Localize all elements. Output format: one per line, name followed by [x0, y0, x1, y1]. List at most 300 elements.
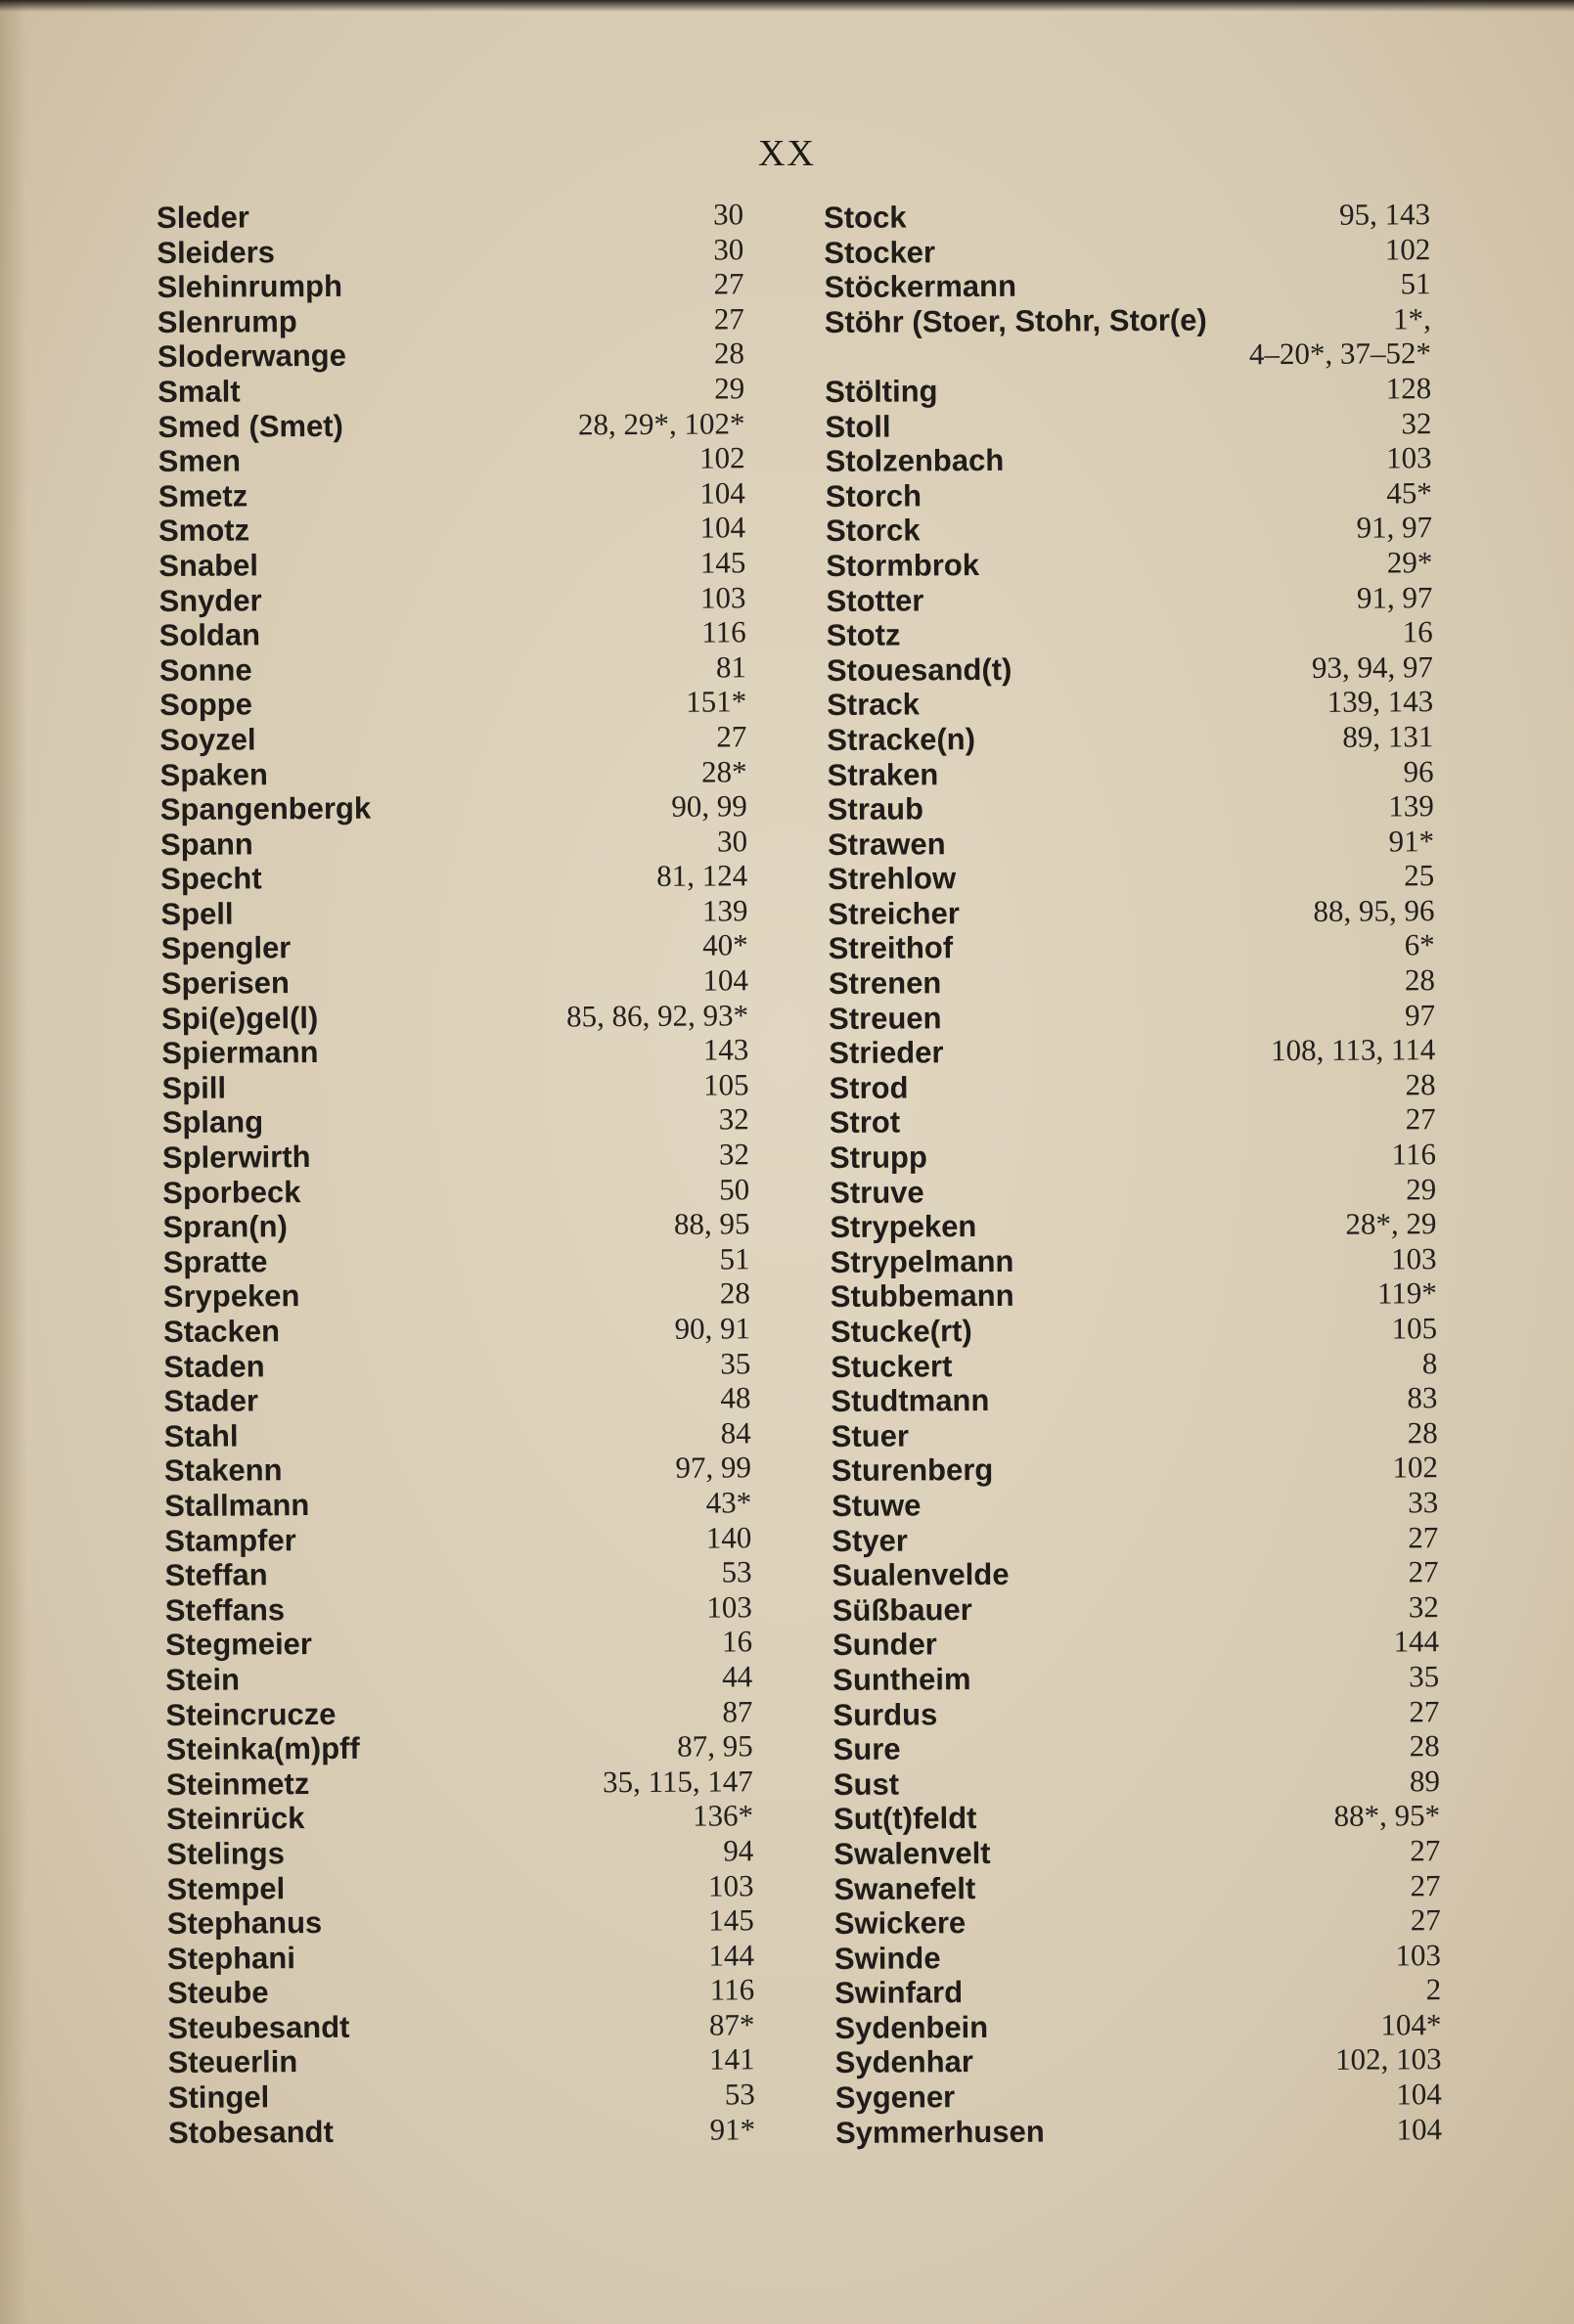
page-references: 144 — [1393, 1624, 1440, 1659]
surname: Storch — [825, 478, 922, 514]
index-entry — [827, 649, 1433, 688]
surname: Stöckermann — [824, 268, 1017, 305]
surname: Stein — [165, 1662, 241, 1697]
page-references: 102 — [699, 440, 745, 475]
index-entry — [159, 719, 746, 757]
page-references: 88, 95 — [673, 1206, 750, 1242]
page-references: 29 — [1406, 1171, 1437, 1207]
page-references: 16 — [1402, 614, 1433, 649]
surname: Spann — [159, 827, 253, 862]
page-references: 32 — [1408, 1588, 1439, 1625]
surname: Strupp — [829, 1140, 927, 1176]
index-entry — [834, 1938, 1441, 1976]
index-entry — [164, 1554, 751, 1592]
index-entry — [831, 1276, 1437, 1315]
index-entry — [830, 1172, 1436, 1210]
index-entry — [165, 1625, 752, 1663]
page-references: 103 — [706, 1589, 752, 1625]
index-column-left — [157, 197, 755, 2150]
index-entry — [832, 1589, 1439, 1628]
surname: Spell — [160, 896, 234, 931]
index-entry — [167, 1973, 754, 2011]
page-references: 90, 91 — [674, 1311, 751, 1346]
surname: Streicher — [828, 896, 960, 931]
index-entry — [832, 1625, 1439, 1663]
index-entry — [833, 1728, 1440, 1766]
surname: Specht — [160, 861, 262, 897]
page-references: 27 — [1405, 1101, 1436, 1137]
index-entry — [824, 266, 1430, 304]
page-references: 104* — [1380, 2007, 1442, 2042]
page-shadow-edge — [0, 0, 1574, 12]
page-references: 119* — [1376, 1275, 1437, 1311]
page-references: 2 — [1425, 1972, 1442, 2007]
surname: Snyder — [158, 582, 262, 618]
page-references: 84 — [720, 1415, 751, 1451]
index-entry — [164, 1415, 751, 1453]
page-references: 45* — [1386, 474, 1432, 511]
surname: Süßbauer — [832, 1591, 972, 1628]
page-references: 35 — [1409, 1659, 1440, 1694]
index-entry — [159, 754, 746, 792]
page-references: 91* — [1388, 823, 1435, 859]
surname: Sturenberg — [831, 1452, 994, 1489]
page-references: 151* — [686, 684, 747, 720]
surname: Stuwe — [832, 1488, 922, 1523]
index-entry — [167, 1938, 754, 1976]
page-references: 102 — [1392, 1450, 1439, 1485]
surname: Stakenn — [163, 1452, 283, 1489]
surname: Spratte — [162, 1244, 268, 1279]
index-entry — [163, 1380, 750, 1418]
page-references: 27 — [1410, 1867, 1441, 1902]
page-references: 27 — [716, 719, 747, 754]
page-header: XX — [758, 133, 816, 174]
index-entry — [827, 719, 1433, 757]
surname: Stallmann — [164, 1488, 310, 1523]
page-references: 16 — [721, 1624, 753, 1659]
index-entry — [166, 1728, 753, 1766]
page-references: 103 — [1391, 1241, 1437, 1276]
surname: Stader — [163, 1383, 259, 1419]
index-entry — [162, 1102, 749, 1140]
surname: Straken — [827, 756, 939, 792]
surname: Stempel — [166, 1870, 286, 1906]
surname: Srypeken — [162, 1278, 300, 1315]
surname: Smetz — [157, 478, 248, 514]
surname: Sydenbein — [834, 2009, 989, 2045]
index-entry — [157, 232, 743, 270]
surname: Steinmetz — [165, 1765, 310, 1802]
page-references: 51 — [719, 1241, 750, 1276]
surname: Struve — [830, 1175, 924, 1210]
index-entry — [166, 1868, 753, 1906]
page-references: 30 — [712, 197, 744, 232]
surname: Spill — [161, 1070, 227, 1105]
page-references: 104 — [702, 962, 748, 998]
index-entry — [829, 928, 1435, 966]
surname: Steincrucze — [165, 1696, 337, 1732]
surname: Stegmeier — [164, 1627, 313, 1663]
surname: Swalenvelt — [833, 1835, 991, 1871]
page-references: 116 — [701, 614, 746, 649]
surname: Swickere — [833, 1905, 967, 1942]
page-references: 27 — [1409, 1693, 1440, 1728]
surname: Symmerhusen — [834, 2114, 1045, 2150]
index-entry — [157, 301, 744, 339]
surname: Smen — [157, 443, 242, 479]
surname: Sualenvelde — [832, 1557, 1010, 1593]
surname: Smalt — [157, 374, 241, 409]
page-references: 105 — [1391, 1311, 1438, 1346]
page-references: 139, 143 — [1327, 684, 1434, 720]
surname: Soldan — [158, 617, 261, 653]
surname: Soppe — [159, 687, 252, 723]
page-references: 29* — [1386, 545, 1433, 580]
surname: Stobesandt — [167, 2114, 334, 2150]
page-references: 28 — [1405, 1067, 1436, 1102]
surname: Swanefelt — [833, 1870, 976, 1906]
index-entry — [832, 1554, 1438, 1592]
index-entry — [830, 1102, 1436, 1140]
index-entry — [164, 1451, 751, 1489]
surname: Stampfer — [164, 1522, 296, 1558]
index-entry — [831, 1311, 1437, 1349]
index-entry — [166, 1833, 753, 1871]
surname: Sloderwange — [157, 338, 347, 375]
page-references: 102, 103 — [1335, 2041, 1442, 2078]
index-entry — [160, 788, 747, 827]
surname: Studtmann — [831, 1383, 990, 1419]
surname: Spran(n) — [162, 1209, 288, 1245]
surname: Strehlow — [828, 861, 957, 897]
index-entry — [832, 1415, 1438, 1453]
surname: Steubesandt — [167, 2009, 350, 2045]
index-entry — [160, 893, 747, 931]
index-entry — [828, 824, 1434, 862]
page-references: 32 — [718, 1101, 749, 1137]
index-entry — [833, 1798, 1440, 1836]
surname: Stuer — [831, 1418, 910, 1453]
page-references: 51 — [1400, 266, 1431, 301]
page-references: 90, 99 — [671, 788, 747, 824]
page-references: 27 — [1410, 1902, 1441, 1938]
surname: Sure — [832, 1731, 901, 1767]
page-references: 8 — [1421, 1345, 1438, 1380]
surname: Strawen — [827, 826, 946, 862]
surname: Sporbeck — [162, 1174, 301, 1210]
page-references: 48 — [720, 1380, 751, 1415]
page-references: 97 — [1404, 997, 1436, 1033]
index-entry — [834, 2007, 1441, 2045]
index-entry — [828, 788, 1434, 827]
surname: Strenen — [828, 965, 942, 1002]
index-entry — [159, 649, 746, 688]
surname: Stacken — [162, 1314, 281, 1349]
surname: Stucke(rt) — [830, 1314, 972, 1349]
index-entry — [161, 1033, 748, 1071]
index-entry — [163, 1241, 750, 1279]
page-references: 27 — [713, 266, 744, 301]
index-entry — [161, 998, 748, 1036]
page-references: 103 — [1395, 1937, 1442, 1973]
page-references: 145 — [708, 1902, 754, 1938]
index-entry — [168, 2112, 755, 2150]
page-references: 25 — [1404, 858, 1435, 893]
page-references: 81 — [715, 649, 747, 685]
surname: Sleder — [157, 200, 249, 235]
surname: Staden — [163, 1348, 265, 1384]
surname: Stölting — [825, 374, 938, 409]
index-entry — [158, 440, 745, 478]
index-entry — [164, 1520, 751, 1558]
surname: Streithof — [828, 930, 954, 966]
index-entry — [158, 475, 745, 514]
surname: Stuckert — [831, 1348, 953, 1384]
surname: Stotter — [826, 582, 924, 618]
page-references: 94 — [723, 1833, 754, 1868]
index-entry — [827, 685, 1433, 723]
surname: Steube — [167, 1975, 269, 2011]
index-entry — [167, 1902, 754, 1941]
surname: Sut(t)feldt — [833, 1801, 977, 1837]
page-references: 33 — [1408, 1485, 1439, 1520]
index-entry — [835, 2112, 1442, 2150]
page-references: 28 — [713, 335, 745, 371]
page-references: 1*, — [1392, 300, 1431, 336]
surname: Spangenbergk — [159, 790, 372, 827]
page-references: 30 — [716, 824, 748, 859]
page-references: 136* — [692, 1798, 754, 1833]
index-entry — [167, 2007, 754, 2045]
page-references: 104 — [1396, 2111, 1443, 2147]
surname: Straub — [827, 791, 924, 827]
page-references: 28, 29*, 102* — [577, 405, 745, 441]
page-references: 93, 94, 97 — [1311, 648, 1434, 685]
index-entry — [832, 1485, 1438, 1523]
index-entry — [826, 580, 1432, 618]
page-references: 103 — [707, 1867, 754, 1903]
index-entry — [157, 336, 744, 375]
surname: Snabel — [158, 548, 259, 583]
page-references: 27 — [1408, 1554, 1439, 1589]
index-entry — [834, 1972, 1441, 2010]
index-entry — [165, 1589, 752, 1628]
page-references: 83 — [1407, 1380, 1438, 1415]
index-entry — [824, 197, 1430, 235]
index-entry — [826, 440, 1432, 478]
page-references: 88, 95, 96 — [1313, 893, 1435, 928]
surname: Spaken — [159, 756, 268, 792]
surname: Storck — [825, 513, 921, 549]
surname: Sunder — [832, 1627, 937, 1663]
page-references: 139 — [1388, 788, 1434, 824]
page-references: 95, 143 — [1338, 197, 1431, 232]
page-references: 87* — [708, 2007, 755, 2042]
page-references: 116 — [1391, 1137, 1437, 1172]
page-references: 53 — [721, 1554, 752, 1589]
page-references: 89, 131 — [1342, 719, 1434, 754]
page-references: 91* — [709, 2111, 756, 2147]
index-entry — [830, 1137, 1436, 1175]
page-references: 27 — [1410, 1833, 1441, 1868]
page-references: 104 — [1396, 2077, 1442, 2112]
surname: Smed (Smet) — [157, 408, 343, 444]
index-entry — [162, 1207, 749, 1245]
page-references: 81, 124 — [656, 858, 748, 894]
surname: Strack — [827, 687, 921, 723]
page-references: 105 — [702, 1067, 749, 1102]
page-references: 87 — [722, 1693, 753, 1729]
surname: Sperisen — [160, 965, 290, 1002]
page-references: 4–20*, 37–52* — [1248, 335, 1432, 372]
index-entry — [833, 1833, 1440, 1871]
page-references: 87, 95 — [677, 1728, 753, 1764]
index-entry — [830, 1206, 1436, 1244]
surname: Stock — [824, 200, 907, 235]
surname: Steinrück — [166, 1801, 305, 1837]
index-entry — [158, 545, 745, 583]
index-entry — [166, 1799, 753, 1837]
page-references: 27 — [1408, 1519, 1439, 1554]
index-entry — [829, 1032, 1435, 1070]
index-entry — [832, 1694, 1439, 1732]
index-entry — [828, 893, 1434, 931]
page-references: 145 — [699, 545, 746, 580]
surname: Strieder — [829, 1035, 944, 1071]
page-references: 103 — [699, 579, 746, 615]
index-entry — [163, 1311, 750, 1349]
index-entry — [835, 2077, 1442, 2115]
index-entry — [831, 1380, 1437, 1418]
surname: Slehinrumph — [157, 269, 343, 305]
index-column-right — [824, 197, 1442, 2150]
surname: Stephani — [166, 1940, 295, 1976]
index-entry — [158, 580, 745, 618]
surname: Sydenhar — [834, 2044, 974, 2080]
index-entry — [165, 1694, 752, 1732]
page-references: 139 — [701, 893, 748, 928]
index-entry — [829, 962, 1435, 1001]
page-references: 28* — [700, 753, 747, 789]
index-entry — [833, 1764, 1440, 1802]
index-entry — [827, 614, 1433, 652]
page-references: 28 — [719, 1275, 750, 1311]
surname: Surdus — [832, 1696, 938, 1732]
surname: Smotz — [157, 513, 250, 549]
page-references: 32 — [718, 1137, 750, 1172]
surname: Stöhr (Stoer, Stohr, Stor(e) — [824, 302, 1207, 339]
surname: Streuen — [829, 1000, 942, 1036]
surname: Slenrump — [157, 303, 297, 339]
page-references: 29 — [714, 371, 745, 406]
surname: Spengler — [160, 930, 292, 966]
index-entry — [157, 406, 744, 444]
surname: Stoll — [825, 409, 891, 444]
page-references: 44 — [722, 1659, 753, 1694]
surname: Stelings — [166, 1836, 286, 1871]
surname: Steffans — [164, 1591, 286, 1628]
index-entry — [826, 545, 1432, 583]
index-entry — [825, 406, 1431, 444]
page-references: 91, 97 — [1356, 579, 1433, 615]
page-references: 53 — [724, 2077, 755, 2112]
page-references: 50 — [719, 1171, 750, 1207]
surname: Stocker — [824, 234, 936, 270]
index-entry — [825, 336, 1431, 375]
surname: Sust — [832, 1766, 900, 1802]
page-references: 103 — [1386, 440, 1432, 475]
index-entry — [168, 2042, 755, 2080]
surname: Suntheim — [832, 1662, 971, 1697]
page-references: 140 — [705, 1519, 752, 1555]
surname: Stotz — [826, 617, 901, 653]
surname: Spi(e)gel(l) — [161, 1000, 319, 1036]
index-entry — [159, 685, 746, 723]
index-entry — [163, 1276, 750, 1315]
surname: Stingel — [167, 2079, 270, 2116]
surname: Soyzel — [159, 722, 256, 757]
page-references: 28 — [1409, 1728, 1440, 1764]
index-entry — [826, 475, 1432, 514]
index-entry — [162, 1172, 749, 1210]
page-references: 144 — [708, 1937, 755, 1973]
page-references: 28 — [1407, 1414, 1438, 1451]
index-entry — [832, 1451, 1438, 1489]
surname: Strypeken — [830, 1209, 977, 1245]
surname: Splerwirth — [161, 1140, 311, 1176]
index-entry — [829, 998, 1435, 1036]
surname: Stahl — [163, 1418, 239, 1453]
surname: Stubbemann — [830, 1278, 1014, 1315]
surname: Splang — [161, 1104, 264, 1140]
page-references: 35 — [720, 1345, 751, 1381]
index-entry — [833, 1868, 1440, 1906]
index-entry — [834, 1902, 1441, 1941]
page-references: 40* — [702, 927, 748, 963]
surname: Styer — [832, 1523, 909, 1558]
page-references: 97, 99 — [675, 1450, 752, 1486]
index-entry — [162, 1137, 749, 1175]
surname: Stormbrok — [826, 547, 980, 583]
page-references: 43* — [705, 1485, 752, 1520]
index-entry — [160, 824, 747, 862]
surname: Swinfard — [834, 1975, 964, 2011]
page-references: 28*, 29 — [1345, 1206, 1437, 1241]
index-entry — [161, 1067, 748, 1105]
index-entry — [824, 232, 1430, 270]
index-entry — [161, 928, 748, 966]
index-entry — [835, 2042, 1442, 2080]
surname: Steuerlin — [167, 2044, 298, 2080]
page-references: 96 — [1403, 753, 1434, 788]
surname: Strod — [829, 1070, 909, 1105]
page-references: 104 — [699, 510, 746, 545]
page-references: 102 — [1384, 231, 1431, 267]
surname: Sonne — [158, 652, 252, 688]
surname: Steffan — [164, 1557, 268, 1593]
index-entry — [825, 371, 1431, 409]
page-references: 104 — [699, 475, 745, 511]
surname: Spiermann — [161, 1035, 319, 1071]
page-references: 85, 86, 92, 93* — [565, 997, 749, 1034]
index-entry — [161, 962, 748, 1001]
index-entry — [832, 1659, 1439, 1697]
index-entry — [159, 614, 746, 652]
index-entry — [160, 859, 747, 897]
index-entry — [829, 1067, 1435, 1105]
index-entry — [825, 301, 1431, 339]
